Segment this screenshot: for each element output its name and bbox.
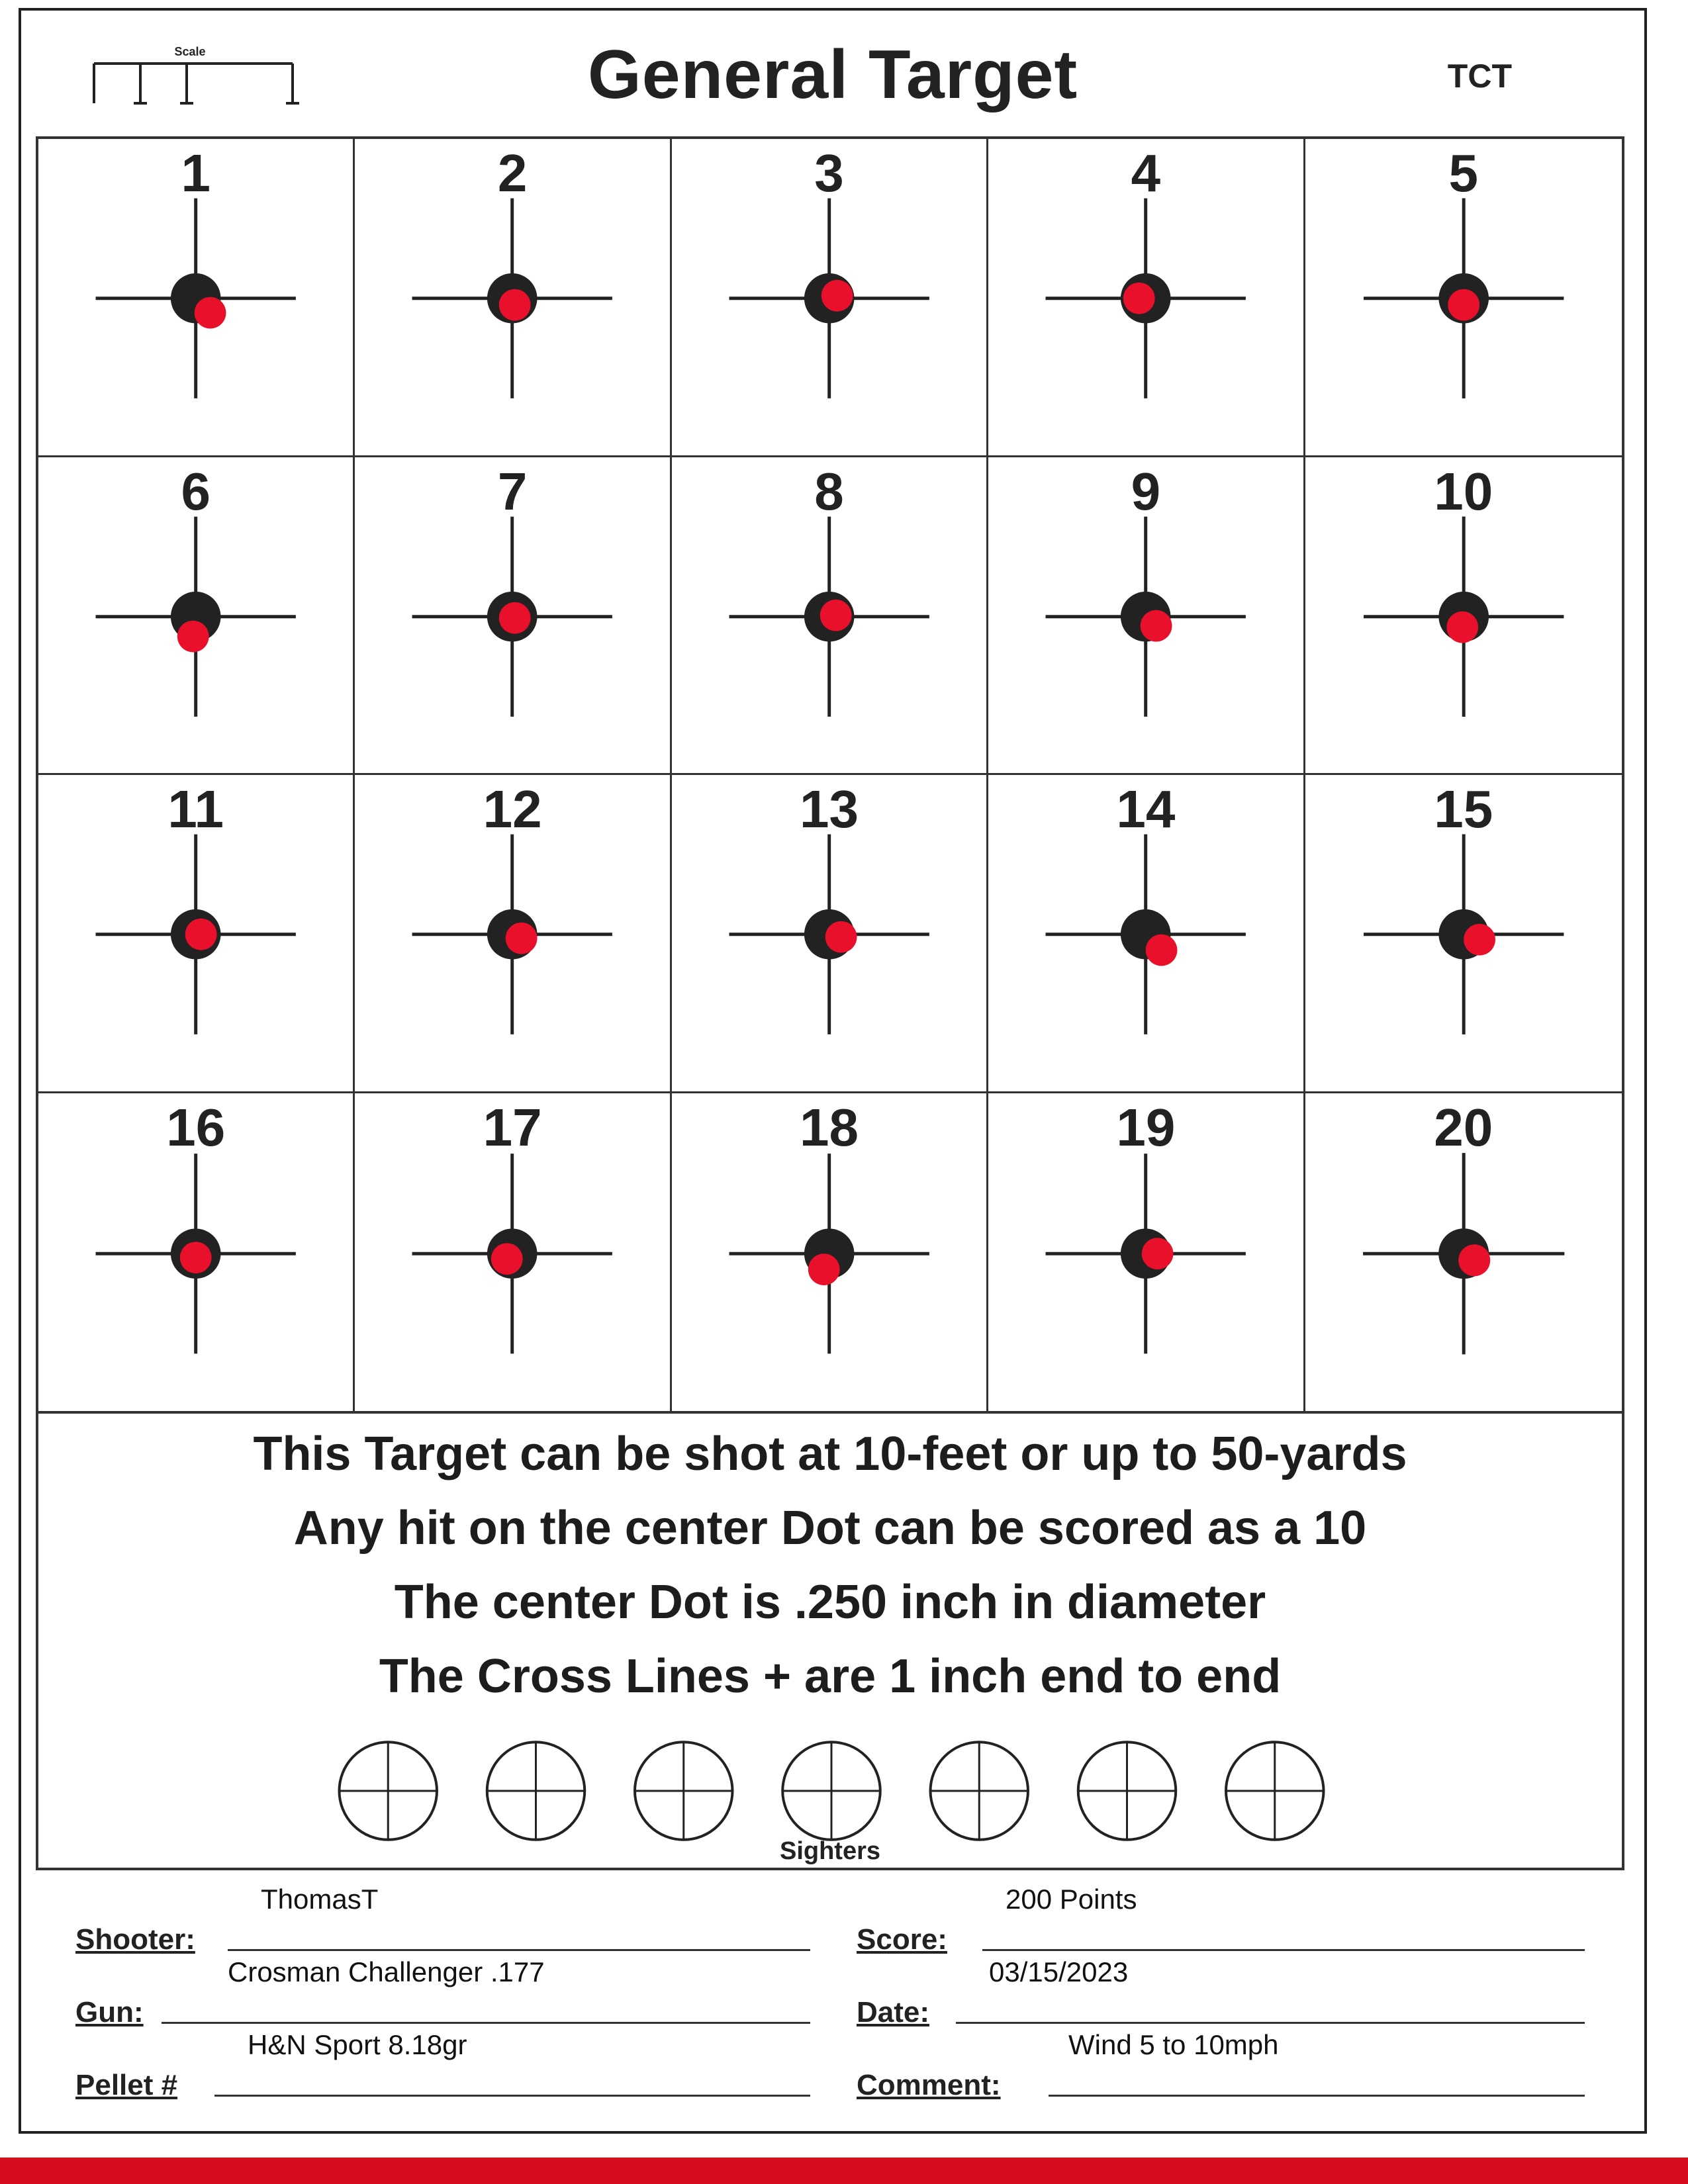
crosshair-target <box>672 139 986 455</box>
shot-hole <box>180 1242 212 1273</box>
target-number: 4 <box>1131 144 1161 203</box>
target-sheet <box>19 8 1647 2134</box>
crosshair-target <box>355 775 669 1091</box>
crosshair-target <box>672 775 986 1091</box>
target-cell <box>38 457 355 776</box>
target-number: 1 <box>181 144 211 203</box>
target-cell <box>38 1093 355 1412</box>
sighter-target <box>1226 1742 1324 1840</box>
info-line-dot-size: The center Dot is .250 inch in diameter <box>394 1576 1266 1629</box>
score-value[interactable]: 200 Points <box>1006 1884 1137 1915</box>
target-number: 9 <box>1131 461 1161 521</box>
target-cell <box>38 139 355 457</box>
crosshair-target <box>988 139 1303 455</box>
shot-hole <box>1123 283 1155 314</box>
crosshair-target <box>38 1093 353 1412</box>
crosshair-target <box>355 1093 669 1412</box>
date-value[interactable]: 03/15/2023 <box>989 1956 1129 1987</box>
crosshair-target <box>38 775 353 1091</box>
crosshair-target <box>1305 775 1622 1091</box>
pellet-value[interactable]: H&N Sport 8.18gr <box>248 2029 467 2060</box>
target-number: 17 <box>483 1097 542 1157</box>
score-label: Score: <box>857 1923 947 1956</box>
date-field[interactable] <box>857 1956 1585 2029</box>
gun-label: Gun: <box>75 1996 144 2028</box>
bottom-red-strip <box>0 2158 1688 2184</box>
sighter-target <box>1078 1742 1176 1840</box>
shot-hole <box>506 923 538 954</box>
target-cell <box>988 1093 1305 1412</box>
crosshair-target <box>355 139 669 455</box>
shot-hole <box>499 289 531 321</box>
page-title: General Target <box>587 36 1078 113</box>
score-form <box>36 1870 1624 2135</box>
target-cell <box>672 139 988 457</box>
crosshair-target <box>355 457 669 774</box>
target-number: 20 <box>1434 1097 1493 1157</box>
target-number: 11 <box>167 780 224 839</box>
sighter-target <box>930 1742 1028 1840</box>
pellet-label: Pellet # <box>75 2069 178 2101</box>
shot-hole <box>1142 1238 1174 1269</box>
info-line-distance: This Target can be shot at 10-feet or up to 50-yards <box>253 1428 1407 1480</box>
crosshair-target <box>38 457 353 774</box>
shot-hole <box>499 602 531 633</box>
target-cell <box>988 139 1305 457</box>
score-underline <box>982 1949 1585 1951</box>
target-number: 2 <box>497 144 528 203</box>
pellet-underline <box>214 2095 810 2097</box>
target-number: 5 <box>1448 144 1479 203</box>
shot-hole <box>195 297 226 329</box>
shot-hole <box>491 1243 523 1275</box>
score-field[interactable] <box>857 1884 1585 1956</box>
shooter-underline <box>228 1949 810 1951</box>
target-cell <box>1305 775 1622 1093</box>
shooter-label: Shooter: <box>75 1923 195 1956</box>
comment-underline <box>1049 2095 1585 2097</box>
target-cell <box>1305 139 1622 457</box>
crosshair-target <box>1305 1093 1622 1412</box>
target-number: 19 <box>1116 1097 1176 1157</box>
crosshair-target <box>38 139 353 455</box>
shot-hole <box>1141 610 1172 641</box>
crosshair-target <box>988 457 1303 774</box>
sighter-target <box>635 1742 733 1840</box>
shot-hole <box>1448 289 1479 321</box>
shot-hole <box>820 599 852 631</box>
target-number: 15 <box>1434 780 1493 839</box>
crosshair-target <box>988 1093 1303 1412</box>
pellet-field[interactable] <box>75 2029 810 2102</box>
target-number: 10 <box>1434 461 1493 521</box>
crosshair-target <box>672 1093 986 1412</box>
header <box>21 11 1644 136</box>
target-cell <box>355 1093 671 1412</box>
target-number: 14 <box>1116 780 1176 839</box>
sighter-target <box>487 1742 585 1840</box>
target-cell <box>672 1093 988 1412</box>
target-cell <box>672 775 988 1093</box>
shot-hole <box>185 919 217 950</box>
comment-field[interactable] <box>857 2029 1585 2102</box>
target-number: 18 <box>800 1097 859 1157</box>
target-cell <box>988 775 1305 1093</box>
gun-underline <box>162 2022 810 2024</box>
shot-hole <box>1146 934 1178 966</box>
shot-hole <box>821 280 853 312</box>
target-grid <box>36 136 1624 1414</box>
date-label: Date: <box>857 1996 930 2028</box>
target-number: 3 <box>814 144 844 203</box>
shooter-value[interactable]: ThomasT <box>261 1884 379 1915</box>
target-cell <box>355 775 671 1093</box>
sighters-label: Sighters <box>779 1837 881 1865</box>
target-cell <box>355 457 671 776</box>
crosshair-target <box>1305 139 1622 455</box>
comment-value[interactable]: Wind 5 to 10mph <box>1068 2029 1279 2060</box>
shooter-field[interactable] <box>75 1884 810 1956</box>
target-code: TCT <box>1447 58 1512 95</box>
comment-label: Comment: <box>857 2069 1001 2101</box>
gun-value[interactable]: Crosman Challenger .177 <box>228 1956 545 1987</box>
target-cell <box>38 775 355 1093</box>
target-number: 6 <box>181 461 211 521</box>
target-cell <box>1305 457 1622 776</box>
crosshair-target <box>988 775 1303 1091</box>
target-number: 7 <box>497 461 528 521</box>
target-number: 8 <box>814 461 844 521</box>
crosshair-target <box>1305 457 1622 774</box>
target-cell <box>1305 1093 1622 1412</box>
shot-hole <box>1464 924 1495 956</box>
shot-hole <box>808 1253 840 1285</box>
sighter-target <box>339 1742 437 1840</box>
target-cell <box>988 457 1305 776</box>
date-underline <box>956 2022 1585 2024</box>
target-cell <box>672 457 988 776</box>
info-panel <box>36 1414 1624 1870</box>
scale-label: Scale <box>174 45 206 58</box>
target-number: 12 <box>483 780 542 839</box>
gun-field[interactable] <box>75 1956 810 2029</box>
sighter-target <box>782 1742 880 1840</box>
info-line-scoring: Any hit on the center Dot can be scored as a 10 <box>293 1502 1367 1555</box>
target-number: 16 <box>166 1097 226 1157</box>
shot-hole <box>1446 611 1478 643</box>
shot-hole <box>177 620 209 652</box>
shot-hole <box>1458 1244 1490 1276</box>
info-line-cross-size: The Cross Lines + are 1 inch end to end <box>379 1650 1282 1703</box>
target-cell <box>355 139 671 457</box>
shot-hole <box>825 921 857 953</box>
crosshair-target <box>672 457 986 774</box>
target-number: 13 <box>800 780 859 839</box>
